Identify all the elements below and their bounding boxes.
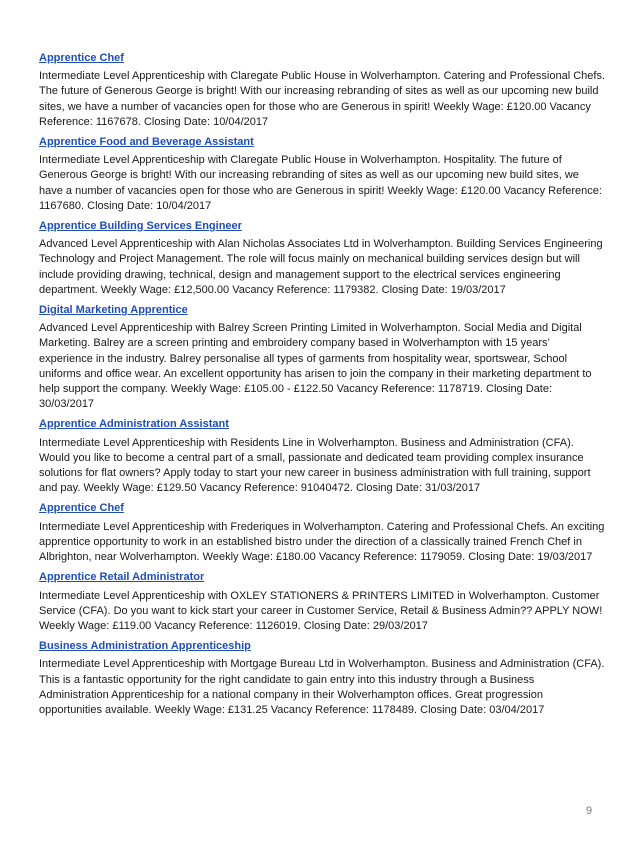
vacancy-title-link[interactable]: Apprentice Building Services Engineer xyxy=(39,220,242,233)
vacancy-description: Intermediate Level Apprenticeship with Claregate Public House in Wolverhampton. Catering and Professional Chefs. The future of Generous George is bright! With our increasing rebranding of sites as well as our upcoming new build sites, we have a number of vacancies open for those who are Generous in spirit! Weekly Wage: £120.00 Vacancy Reference: 1167678. Closing Date: 10/04/2017 xyxy=(39,70,605,128)
page-number: 9 xyxy=(586,805,593,817)
vacancy-description: Advanced Level Apprenticeship with Balrey Screen Printing Limited in Wolverhampton. Social Media and Digital Marketing. Balrey are a screen printing and embroidery company based in Wolverhampton with 15 years’ experience in the industry. Balrey personalise all types of garments from hospitality wear, sportswear, School uniforms and office wear. An excellent opportunity has arisen to join the company in their marketing department to help support the company. Weekly Wage: £105.00 - £122.50 Vacancy Reference: 1178719. Closing Date: 30/03/2017 xyxy=(39,322,592,411)
vacancy-listing xyxy=(39,417,605,496)
vacancy-title-link[interactable]: Apprentice Retail Administrator xyxy=(39,571,205,584)
vacancy-title-link[interactable]: Business Administration Apprenticeship xyxy=(39,640,251,653)
vacancy-description: Intermediate Level Apprenticeship with Frederiques in Wolverhampton. Catering and Professional Chefs. An exciting apprentice opportunity to work in an established bistro under the direction of a classically trained French Chef in Albrighton, near Wolverhampton. Weekly Wage: £180.00 Vacancy Reference: 1179059. Closing Date: 19/03/2017 xyxy=(39,520,605,564)
vacancy-description: Intermediate Level Apprenticeship with Claregate Public House in Wolverhampton. Hospitality. The future of Generous George is bright! With our increasing rebranding of sites as well as our upcoming new build sites, we have a number of vacancies open for those who are Generous in spirit! Weekly Wage: £120.00 Vacancy Reference: 1167680. Closing Date: 10/04/2017 xyxy=(39,154,602,212)
vacancy-listing xyxy=(39,303,605,412)
vacancy-listing xyxy=(39,570,605,634)
vacancy-description: Intermediate Level Apprenticeship with Mortgage Bureau Ltd in Wolverhampton. Business and Administration (CFA). This is a fantastic opportunity for the right candidate to gain entry into this industry through a Business Administration Apprenticeship for a national company in their Wolverhampton offices. Great progression opportunities available. Weekly Wage: £131.25 Vacancy Reference: 1178489. Closing Date: 03/04/2017 xyxy=(39,658,605,716)
vacancy-list xyxy=(39,51,605,723)
vacancy-listing xyxy=(39,219,605,298)
vacancy-description: Intermediate Level Apprenticeship with OXLEY STATIONERS & PRINTERS LIMITED in Wolverhampton. Customer Service (CFA). Do you want to kick start your career in Customer Service, Retail & Business Admin?? APPLY NOW! Weekly Wage: £119.00 Vacancy Reference: 1126019. Closing Date: 29/03/2017 xyxy=(39,589,603,632)
vacancy-title-link[interactable]: Apprentice Chef xyxy=(39,52,124,64)
vacancy-title-link[interactable]: Apprentice Administration Assistant xyxy=(39,418,229,431)
vacancy-title-link[interactable]: Apprentice Food and Beverage Assistant xyxy=(39,136,254,149)
vacancy-listing xyxy=(39,501,605,565)
vacancy-listing xyxy=(39,135,605,214)
vacancy-listing xyxy=(39,639,605,718)
vacancy-title-link[interactable]: Apprentice Chef xyxy=(39,502,124,515)
vacancy-listing xyxy=(39,51,605,130)
vacancy-description: Advanced Level Apprenticeship with Alan Nicholas Associates Ltd in Wolverhampton. Building Services Engineering Technology and Project Management. The role will focus mainly on mechanical building services design but will include providing drawing, technical, design and management support to the electrical services engineering department. Weekly Wage: £12,500.00 Vacancy Reference: 1179382. Closing Date: 19/03/2017 xyxy=(39,238,603,296)
vacancy-title-link[interactable]: Digital Marketing Apprentice xyxy=(39,304,188,317)
vacancy-description: Intermediate Level Apprenticeship with Residents Line in Wolverhampton. Business and Administration (CFA). Would you like to become a central part of a small, passionate and dedicated team providing complex insurance solutions for flat owners? Apply today to start your new career in business administration with full training, support and pay. Weekly Wage: £129.50 Vacancy Reference: 91040472. Closing Date: 31/03/2017 xyxy=(39,436,591,495)
